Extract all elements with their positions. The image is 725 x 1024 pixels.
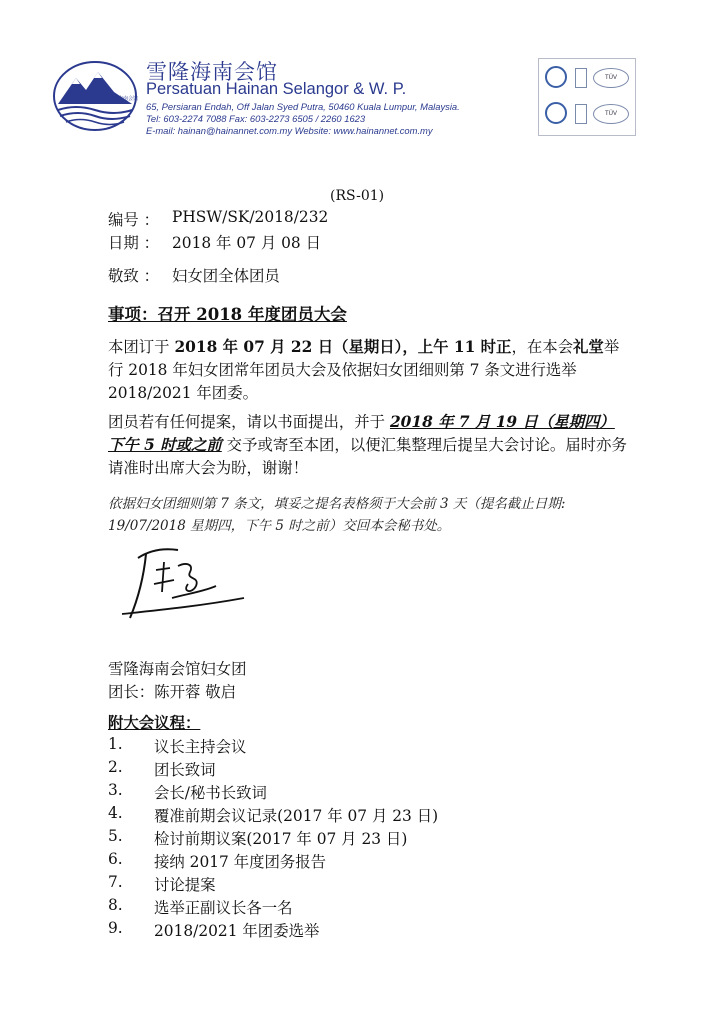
tuv-seal-icon: TÜV bbox=[593, 68, 629, 88]
p1-text: ，在本会 bbox=[511, 338, 574, 356]
item-number: 1. bbox=[108, 735, 123, 753]
p2-text: 团员若有任何提案，请以书面提出，并于 bbox=[108, 413, 390, 431]
proposal-paragraph bbox=[108, 411, 628, 480]
item-text: 讨论提案 bbox=[154, 876, 216, 894]
org-tel-fax: Tel: 603-2274 7088 Fax: 603-2273 6505 / 2260 1623 bbox=[146, 113, 366, 124]
p1-text: 本团订于 bbox=[108, 338, 175, 356]
document-code: (RS-01) bbox=[330, 188, 385, 204]
item-text: 会长/秘书长致词 bbox=[154, 784, 267, 802]
item-number: 4. bbox=[108, 804, 123, 822]
meeting-venue: 礼堂 bbox=[573, 338, 604, 356]
meeting-datetime: 2018 年 07 月 22 日（星期日），上午 11 时正 bbox=[174, 338, 512, 356]
item-number: 3. bbox=[108, 781, 123, 799]
item-number: 8. bbox=[108, 896, 123, 914]
handwritten-signature bbox=[120, 540, 250, 625]
cert-row bbox=[543, 63, 631, 93]
quality-badge-icon bbox=[545, 102, 567, 124]
certification-marks bbox=[538, 58, 636, 136]
item-number: 7. bbox=[108, 873, 123, 891]
item-text: 议长主持会议 bbox=[154, 738, 247, 756]
ref-label: 编号 ： bbox=[108, 211, 160, 229]
item-text: 团长致词 bbox=[154, 761, 216, 779]
recipient-label: 敬致 ： bbox=[108, 267, 160, 285]
agenda-title: 附大会议程： bbox=[108, 714, 201, 732]
p1-text: 举行 2018 年妇女团常年团员大会及依据妇女团细则第 7 条文进行选举 2018/2021 年团委。 bbox=[108, 338, 620, 402]
item-text: 2018/2021 年团委选举 bbox=[154, 922, 320, 940]
ref-number: PHSW/SK/2018/232 bbox=[172, 208, 329, 226]
cert-row bbox=[543, 99, 631, 129]
item-number: 9. bbox=[108, 919, 123, 937]
quality-badge-icon bbox=[545, 66, 567, 88]
logo-text: 雪隆海南会馆 bbox=[108, 96, 138, 102]
item-number: 2. bbox=[108, 758, 123, 776]
meeting-notice-paragraph bbox=[108, 336, 628, 405]
sign-off-org: 雪隆海南会馆妇女团 bbox=[108, 660, 247, 678]
item-number: 6. bbox=[108, 850, 123, 868]
accreditation-icon bbox=[575, 68, 587, 88]
item-text: 接纳 2017 年度团务报告 bbox=[154, 853, 327, 871]
sign-off-leader: 团长：陈开蓉 敬启 bbox=[108, 683, 237, 701]
accreditation-icon bbox=[575, 104, 587, 124]
org-name-chinese: 雪隆海南会馆 bbox=[146, 60, 278, 84]
subject-heading: 事项：召开 2018 年度团员大会 bbox=[108, 305, 347, 324]
item-text: 选举正副议长各一名 bbox=[154, 899, 293, 917]
org-address: 65, Persiaran Endah, Off Jalan Syed Putra, 50460 Kuala Lumpur, Malaysia. bbox=[146, 101, 460, 112]
nomination-note-line2: 19/07/2018 星期四，下午 5 时之前）交回本会秘书处。 bbox=[108, 518, 451, 534]
org-email-website: E-mail: hainan@hainannet.com.my Website: www.hainannet.com.my bbox=[146, 125, 433, 136]
tuv-seal-icon: TÜV bbox=[593, 104, 629, 124]
item-text: 覆准前期会议记录(2017 年 07 月 23 日) bbox=[154, 807, 439, 825]
date-value: 2018 年 07 月 08 日 bbox=[172, 234, 321, 252]
org-name-english: Persatuan Hainan Selangor & W. P. bbox=[146, 80, 407, 98]
p2-text: 交予或寄至本团，以便汇集整理后提呈大会讨论。届时亦务请准时出席大会为盼，谢谢！ bbox=[108, 436, 627, 477]
date-label: 日期 ： bbox=[108, 234, 160, 252]
proposal-deadline: 2018 年 7 月 19 日（星期四）下午 5 时或之前 bbox=[108, 413, 615, 454]
association-logo bbox=[52, 60, 138, 132]
nomination-note-line1: 依据妇女团细则第 7 条文，填妥之提名表格须于大会前 3 天（提名截止日期: bbox=[108, 496, 566, 512]
recipient-value: 妇女团全体团员 bbox=[172, 267, 280, 285]
item-text: 检讨前期议案(2017 年 07 月 23 日) bbox=[154, 830, 408, 848]
item-number: 5. bbox=[108, 827, 123, 845]
